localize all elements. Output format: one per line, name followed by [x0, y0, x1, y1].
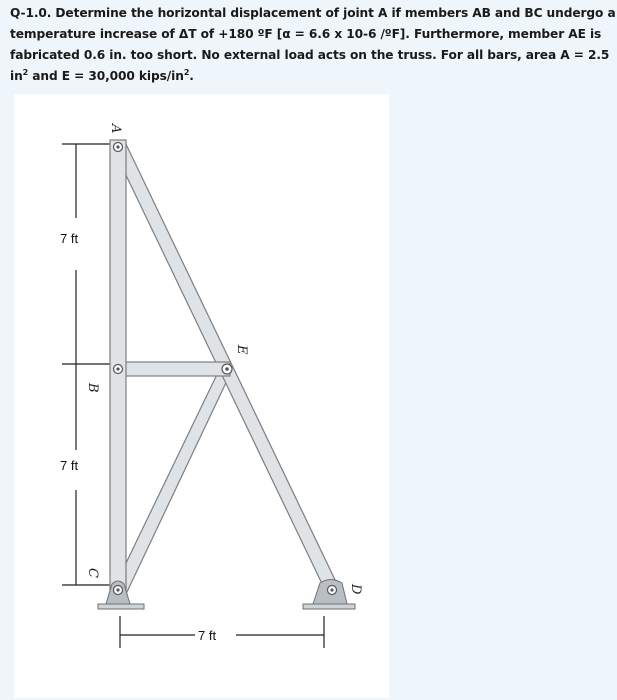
member-be [112, 362, 230, 376]
question-line-2: temperature increase of ΔT of +180 ºF [α = 6.6 x 10-6 /ºF]. Furthermore, member AE is [10, 27, 602, 41]
question-line-1: Q-1.0. Determine the horizontal displacement of joint A if members AB and BC undergo a [10, 6, 616, 20]
dimension-upper-label: 7 ft [60, 231, 79, 246]
label-e: E [234, 345, 249, 355]
dimension-lower-height [62, 364, 112, 585]
dimension-base-label: 7 ft [198, 628, 217, 643]
dimension-upper-height [62, 144, 112, 364]
label-b: B [85, 383, 100, 393]
member-ec [114, 364, 232, 594]
question-line-4: $in^2$ and E = 30,000 kips/$in^2$. [10, 68, 194, 83]
label-a: A [108, 124, 123, 134]
label-c: C [85, 568, 100, 578]
label-d: D [348, 584, 363, 595]
dimension-base-width [120, 616, 324, 648]
support-d [303, 580, 355, 610]
question-line-3: fabricated 0.6 in. too short. No external load acts on the truss. For all bars, area A = 2.5 [10, 48, 610, 62]
dimension-lower-label: 7 ft [60, 458, 79, 473]
